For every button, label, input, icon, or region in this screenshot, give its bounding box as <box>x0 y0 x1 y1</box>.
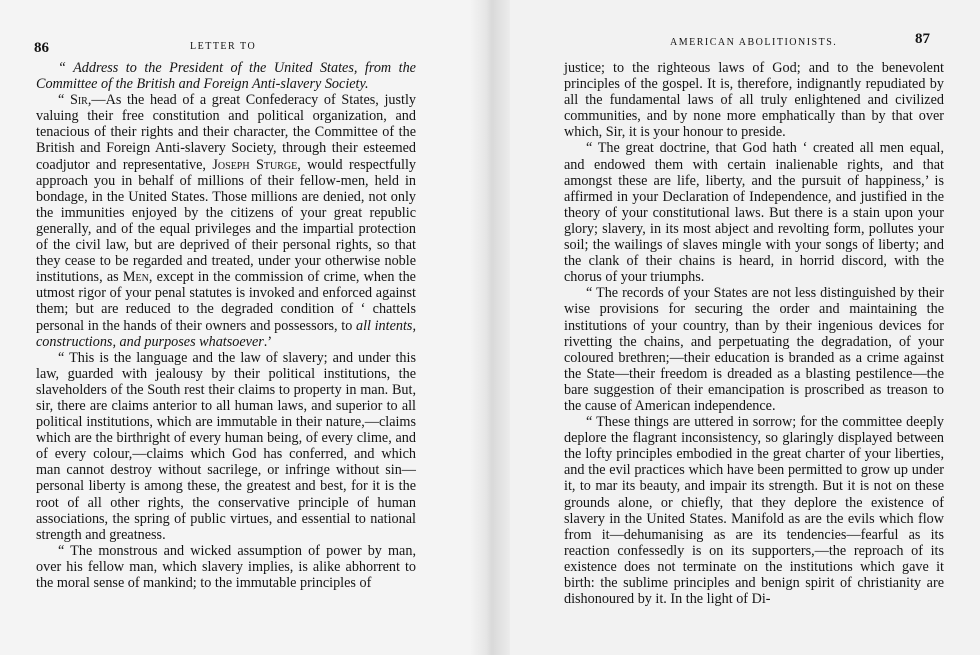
paragraph: “ The records of your States are not less distinguished by their wise provisions for securing the order and maintaining the institutions of your country, than by their ingenious devices for rivetting the chains, and perpetuating the degradation, of your coloured brethren;—their education is branded as a crime against the State—their freedom is dreaded as a blasting pestilence—the bare suggestion of their emancipation is proscribed as treason to the cause of American independence. <box>564 285 944 414</box>
paragraph: justice; to the righteous laws of God; and to the benevolent principles of the gospel. It is, therefore, indignantly repudiated by all the fundamental laws of all truly enlightened and civilized communities, and by none more emphatically than by that over which, Sir, it is your honour to preside. <box>564 60 944 141</box>
running-head-left: LETTER TO <box>190 41 257 52</box>
address-heading: “ Address to the President of the United States, from the Committee of the British and Foreign Anti-slavery Society. <box>36 60 416 93</box>
paragraph: “ The monstrous and wicked assumption of power by man, over his fellow man, which slavery implies, is alike abhorrent to the moral sense of mankind; to the immutable principles of <box>36 542 416 591</box>
paragraph: “ These things are uttered in sorrow; for the committee deeply deplore the flagrant inconsistency, so glaringly displayed between the lofty principles embodied in the great charter of your liberties, and the evil practices which have been permitted to grow up under it, to mar its beauty, and impair its strength. But it is not on these grounds alone, or chiefly, that they deplore the existence of slavery in the United States. Manifold as are the evils which flow from it—dehumanising as are its tendencies—fearful as its reaction confessedly is on its supporters,—the reproach of its existence does not terminate on the institutions which gave it birth: the sublime principles and benign spirit of christianity are dishonoured by it. In the light of Di- <box>564 414 944 608</box>
salutation: “ Sir, <box>58 92 92 109</box>
paragraph: “ This is the language and the law of slavery; and under this law, guarded with jealousy by their political institutions, the slaveholders of the South rest their claims to property in man. But, sir, there are claims anterior to all human laws, and superior to all political institutions, which are immutable in their nature,—claims which are the birthright of every human being, of every clime, and of every colour,—claims which God has conferred, and which man cannot destroy without sacrilege, or infringe without sin—personal liberty is among these, the greatest and best, for it is the root of all other rights, the conservative principle of human associations, the spring of public virtues, and essential to national strength and greatness. <box>36 349 416 543</box>
word-men: Men <box>122 269 149 286</box>
page-number-left: 86 <box>34 40 49 56</box>
right-page <box>510 0 980 655</box>
text-run: .’ <box>263 333 273 350</box>
running-head-right: AMERICAN ABOLITIONISTS. <box>670 37 838 48</box>
name-sturge: Joseph Sturge <box>212 156 298 173</box>
text-run: , except in the commission of crime, when the utmost rigor of your penal statutes is invoked and enforced against them; but are reduced to the degraded condition of ‘ chattels personal in the hands of their owners and possessors, to <box>36 269 416 334</box>
text-run: —As the head of a great Confederacy of States, justly valuing their free constitution and political organization, and tenacious of their rights and their character, the Committee of the British and Foreign Anti-slavery Society, through their esteemed coadjutor and representative, <box>36 92 417 173</box>
page-number-right: 87 <box>915 31 930 47</box>
left-page-text <box>36 60 416 591</box>
paragraph: “ The great doctrine, that God hath ‘ created all men equal, and endowed them with certain inalienable rights, and that amongst these are life, liberty, and the pursuit of happiness,’ is affirmed in your Declaration of Independence, and justified in the theory of your constitutional laws. But there is a stain upon your glory; slavery, in its most abject and revolting form, pollutes your soil; the wailings of slaves mingle with your songs of liberty; and the clank of their chains is heard, in horrid discord, with the chorus of your triumphs. <box>564 140 944 286</box>
right-page-text <box>564 60 944 607</box>
italic-phrase: all intents, constructions, and purposes whatsoever <box>36 317 416 350</box>
text-run: , would respectfully approach you in behalf of millions of their fellow-men, held in bondage, in the United States. Those millions are denied, not only the immunities enjoyed by the citizens of your great republic generally, and of the equal privileges and the impartial protection of the civil law, but are deprived of their personal rights, so that they cease to be regarded and treated, under your otherwise noble institutions, as <box>36 156 417 286</box>
left-page <box>0 0 470 655</box>
paragraph <box>36 92 416 350</box>
book-gutter <box>470 0 510 655</box>
